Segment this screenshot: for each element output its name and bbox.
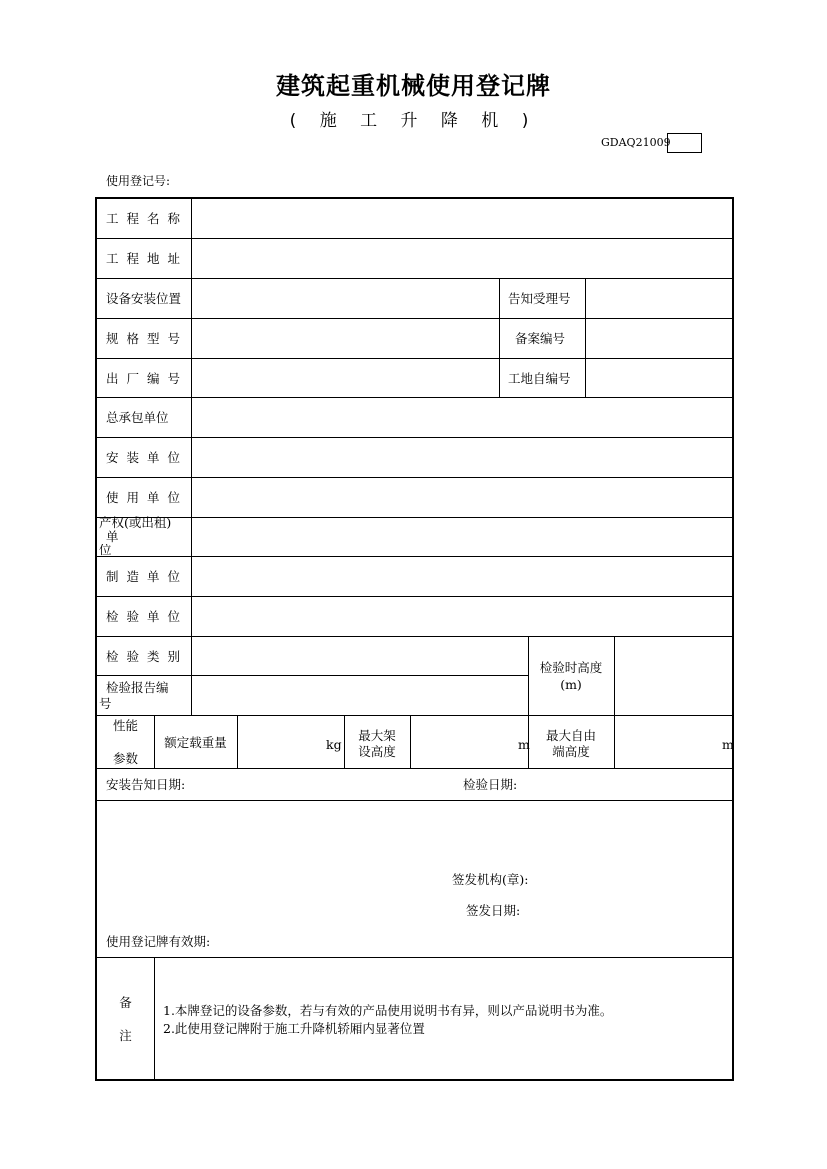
label-max-erect-line2: 设高度 — [358, 744, 396, 759]
label-max-free-line2: 端高度 — [552, 744, 590, 759]
form-code-box[interactable] — [667, 133, 702, 153]
grid-line — [614, 636, 615, 768]
label-issuing-org: 签发机构(章): — [452, 872, 529, 887]
label-factory-no: 出厂编号 — [106, 371, 189, 386]
remark-note-1: 1.本牌登记的设备参数，若与有效的产品使用说明书有异，则以产品说明书为准。 — [163, 1003, 613, 1018]
label-remarks-line1: 备 — [119, 995, 132, 1010]
grid-line — [154, 957, 155, 1079]
registration-no-label: 使用登记号: — [106, 174, 171, 188]
label-site-no: 工地自编号 — [508, 371, 571, 386]
grid-line — [97, 397, 732, 398]
grid-line — [97, 358, 732, 359]
grid-line — [97, 517, 732, 518]
label-rated-load: 额定载重量 — [164, 735, 227, 750]
grid-line — [237, 715, 238, 768]
page-title: 建筑起重机械使用登记牌 — [276, 72, 551, 100]
label-params-line1: 性能 — [112, 718, 138, 733]
grid-line — [97, 477, 732, 478]
label-report-line1: 检验报告编 — [106, 680, 169, 695]
grid-line — [97, 238, 732, 239]
registration-table — [95, 197, 734, 1081]
label-inspect-height-line1: 检验时高度 — [539, 660, 603, 675]
label-validity: 使用登记牌有效期: — [106, 934, 211, 949]
max-erect-unit: m — [518, 737, 530, 752]
label-notice-no: 告知受理号 — [508, 291, 571, 306]
grid-line — [97, 715, 732, 716]
grid-line — [97, 636, 732, 637]
grid-line — [97, 596, 732, 597]
label-max-free-line1: 最大自由 — [545, 728, 596, 743]
label-general-contractor: 总承包单位 — [106, 410, 169, 425]
label-remarks-line2: 注 — [119, 1028, 132, 1043]
label-inspection-date: 检验日期: — [463, 777, 518, 792]
label-inspection-type: 检验类别 — [106, 649, 189, 664]
grid-line — [585, 278, 586, 397]
label-owner-line3: 位 — [99, 544, 112, 556]
label-inspector: 检验单位 — [106, 609, 189, 624]
label-install-notice-date: 安装告知日期: — [106, 777, 186, 792]
rated-load-unit: kg — [326, 737, 342, 752]
grid-line — [97, 957, 732, 958]
grid-line — [97, 437, 732, 438]
max-free-unit: m — [722, 737, 734, 752]
label-owner-line1: 产权(或出租) — [99, 515, 172, 530]
grid-line — [191, 199, 192, 715]
grid-line — [97, 800, 732, 801]
label-report-line2: 号 — [99, 696, 112, 711]
label-project-name: 工程名称 — [106, 211, 189, 226]
label-model: 规格型号 — [106, 331, 189, 346]
label-user-unit: 使用单位 — [106, 490, 189, 505]
grid-line — [97, 768, 732, 769]
grid-line — [410, 715, 411, 768]
grid-line — [97, 318, 732, 319]
label-project-address: 工程地址 — [106, 251, 189, 266]
grid-line — [97, 556, 732, 557]
grid-line — [499, 278, 500, 397]
label-installer: 安装单位 — [106, 450, 189, 465]
label-owner-line2: 单 — [106, 529, 119, 544]
label-install-location: 设备安装位置 — [106, 291, 182, 306]
label-issue-date: 签发日期: — [466, 903, 521, 918]
grid-line — [97, 675, 528, 676]
label-inspect-height-line2: (m) — [560, 677, 582, 692]
page-subtitle: ( 施 工 升 降 机 ) — [289, 111, 538, 131]
label-record-no: 备案编号 — [515, 331, 566, 346]
grid-line — [97, 278, 732, 279]
label-manufacturer: 制造单位 — [106, 569, 189, 584]
remark-note-2: 2.此使用登记牌附于施工升降机轿厢内显著位置 — [163, 1021, 425, 1036]
form-code: GDAQ21009 — [601, 136, 671, 149]
label-params-line2: 参数 — [112, 751, 138, 766]
label-max-erect-line1: 最大架 — [358, 728, 396, 743]
